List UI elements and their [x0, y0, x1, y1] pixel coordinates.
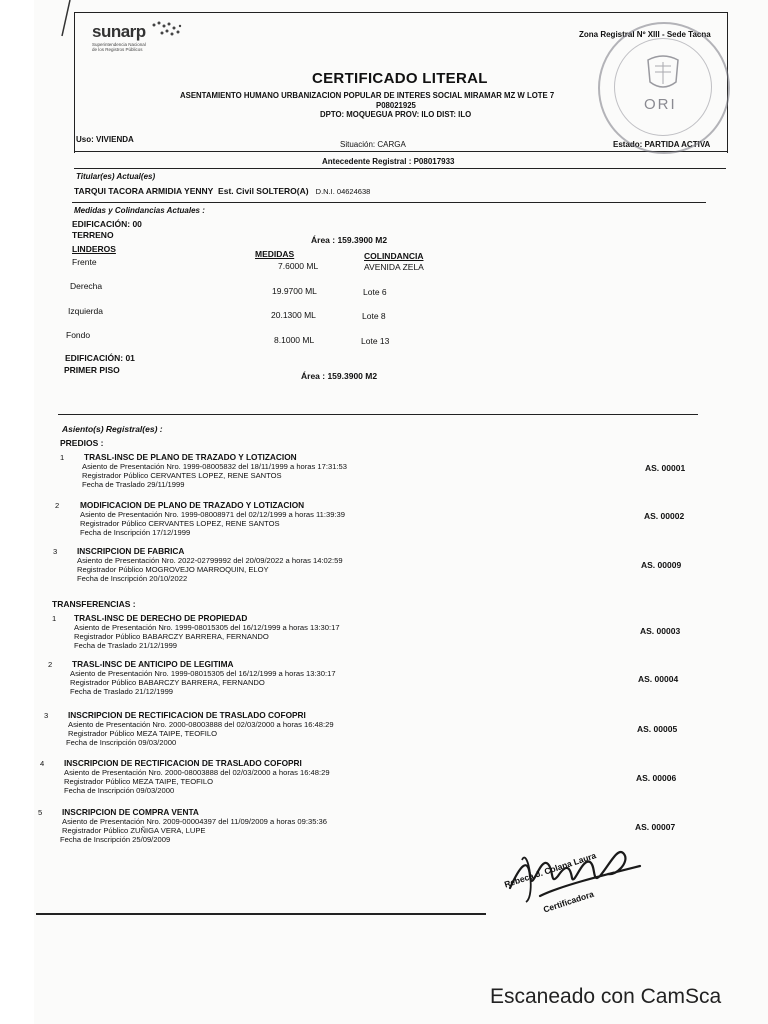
predio-entry [53, 547, 343, 583]
entry-line: Registrador Público CERVANTES LOPEZ, RENE SANTOS [80, 519, 280, 528]
logo-text: sunarp [92, 22, 146, 41]
property-description: ASENTAMIENTO HUMANO URBANIZACION POPULAR DE INTERES SOCIAL MIRAMAR MZ W LOTE 7 [180, 91, 555, 100]
sunarp-logo [92, 22, 152, 52]
col-colindancia: COLINDANCIA [364, 251, 424, 261]
entry-code: AS. 00001 [645, 463, 686, 473]
primer-piso: PRIMER PISO [64, 365, 120, 375]
lindero-fondo: Fondo [66, 330, 91, 340]
entry-line: Asiento de Presentación Nro. 1999-08005832 del 18/11/1999 a horas 17:31:53 [82, 462, 347, 471]
entry-line: Asiento de Presentación Nro. 2000-08003888 del 02/03/2000 a horas 16:48:29 [68, 720, 334, 729]
scanner-watermark: Escaneado con CamSca [490, 985, 722, 1008]
entry-code: AS. 00002 [644, 511, 685, 521]
edificacion-00: EDIFICACIÓN: 00 [72, 219, 142, 229]
entry-code: AS. 00003 [640, 626, 681, 636]
entry-line: Registrador Público BABARCZY BARRERA, FERNANDO [70, 678, 265, 687]
bottom-divider [36, 913, 486, 915]
entry-line: Asiento de Presentación Nro. 1999-08015305 del 16/12/1999 a horas 13:30:17 [70, 669, 336, 678]
transfer-entry [52, 614, 340, 650]
medida-izquierda: 20.1300 ML [271, 310, 316, 320]
entry-line: Registrador Público MEZA TAIPE, TEOFILO [64, 777, 213, 786]
lindero-derecha: Derecha [70, 281, 103, 291]
lindero-izquierda: Izquierda [68, 306, 103, 316]
entry-code: AS. 00005 [637, 724, 678, 734]
medida-frente: 7.6000 ML [278, 261, 319, 271]
lindero-frente: Frente [72, 257, 97, 267]
entry-title: TRASL-INSC DE DERECHO DE PROPIEDAD [74, 613, 248, 623]
entry-line: Registrador Público ZUÑIGA VERA, LUPE [62, 826, 206, 835]
entry-number: 1 [60, 453, 65, 462]
entry-number: 1 [52, 614, 57, 623]
predio-entry [60, 453, 347, 489]
divider [58, 414, 698, 415]
predio-entry [55, 501, 345, 537]
area-piso: Área : 159.3900 M2 [301, 371, 378, 381]
entry-title: INSCRIPCION DE COMPRA VENTA [62, 807, 199, 817]
area-terreno: Área : 159.3900 M2 [311, 235, 388, 245]
transfer-entry [38, 808, 327, 844]
entry-line: Asiento de Presentación Nro. 2000-08003888 del 02/03/2000 a horas 16:48:29 [64, 768, 330, 777]
predios-label: PREDIOS : [60, 438, 104, 448]
entry-line: Registrador Público MEZA TAIPE, TEOFILO [68, 729, 217, 738]
titular-civil: Est. Civil SOLTERO(A) [218, 186, 309, 196]
estado-label: Estado: PARTIDA ACTIVA [613, 140, 711, 149]
colindancia-frente: AVENIDA ZELA [364, 262, 424, 272]
entry-number: 2 [48, 660, 53, 669]
entry-line: Fecha de Inscripción 09/03/2000 [64, 786, 175, 795]
transfer-entry [44, 711, 334, 747]
terreno-label: TERRENO [72, 230, 114, 240]
entry-code: AS. 00006 [636, 773, 677, 783]
entry-number: 2 [55, 501, 60, 510]
entry-line: Fecha de Inscripción 20/10/2022 [77, 574, 188, 583]
titular-heading: Titular(es) Actual(es) [76, 172, 156, 181]
logo-dots-icon [150, 19, 184, 41]
entry-title: INSCRIPCION DE RECTIFICACION DE TRASLADO COFOPRI [68, 710, 306, 720]
stamp-text: ORI [644, 96, 677, 113]
entry-number: 3 [44, 711, 49, 720]
entry-line: Fecha de Traslado 21/12/1999 [70, 687, 174, 696]
logo-subtitle: Superintendencia Nacional de los Registros Públicos [92, 42, 146, 52]
transfer-entry [40, 759, 330, 795]
entry-code: AS. 00004 [638, 674, 679, 684]
entry-line: Asiento de Presentación Nro. 2022-02799992 del 20/09/2022 a horas 14:02:59 [77, 556, 343, 565]
divider [74, 151, 728, 152]
entry-line: Registrador Público CERVANTES LOPEZ, RENE SANTOS [82, 471, 282, 480]
medidas-heading: Medidas y Colindancias Actuales : [74, 206, 205, 215]
entry-number: 5 [38, 808, 43, 817]
entry-code: AS. 00009 [641, 560, 682, 570]
entry-line: Asiento de Presentación Nro. 1999-08008971 del 02/12/1999 a horas 11:39:39 [80, 510, 345, 519]
entry-line: Registrador Público MOGROVEJO MARROQUIN, ELOY [77, 565, 269, 574]
entry-title: TRASL-INSC DE PLANO DE TRAZADO Y LOTIZACION [84, 452, 297, 462]
entry-title: MODIFICACION DE PLANO DE TRAZADO Y LOTIZACION [80, 500, 305, 510]
document-title: CERTIFICADO LITERAL [312, 70, 488, 87]
titular-name: TARQUI TACORA ARMIDIA YENNY [74, 186, 214, 196]
entry-line: Registrador Público BABARCZY BARRERA, FERNANDO [74, 632, 269, 641]
colindancia-izquierda: Lote 8 [362, 311, 386, 321]
signer-name: Rebeca J. Colana Laura [503, 850, 598, 890]
edificacion-01: EDIFICACIÓN: 01 [65, 353, 135, 363]
transferencias-label: TRANSFERENCIAS : [52, 599, 136, 609]
partida-number: P08021925 [376, 101, 416, 110]
medida-derecha: 19.9700 ML [272, 286, 317, 296]
transfer-entry [48, 660, 336, 696]
official-stamp [598, 22, 730, 154]
titular-dni: D.N.I. 04624638 [315, 187, 371, 196]
entry-title: INSCRIPCION DE RECTIFICACION DE TRASLADO COFOPRI [64, 758, 302, 768]
entry-title: INSCRIPCION DE FABRICA [77, 546, 185, 556]
situacion-label: Situación: CARGA [340, 140, 406, 149]
col-medidas: MEDIDAS [255, 249, 295, 259]
colindancia-fondo: Lote 13 [361, 336, 390, 346]
entry-line: Fecha de Inscripción 09/03/2000 [66, 738, 177, 747]
divider [72, 202, 706, 203]
entry-title: TRASL-INSC DE ANTICIPO DE LEGITIMA [72, 659, 234, 669]
uso-label: Uso: VIVIENDA [76, 135, 134, 144]
divider [74, 168, 726, 169]
crest-icon [640, 54, 686, 94]
entry-line: Fecha de Traslado 29/11/1999 [82, 480, 185, 489]
zone-label: Zona Registral Nº XIII - Sede Tacna [579, 30, 711, 39]
col-linderos: LINDEROS [72, 244, 116, 254]
entry-number: 3 [53, 547, 58, 556]
location-line: DPTO: MOQUEGUA PROV: ILO DIST: ILO [320, 110, 472, 119]
entry-number: 4 [40, 759, 45, 768]
entry-line: Asiento de Presentación Nro. 1999-08015305 del 16/12/1999 a horas 13:30:17 [74, 623, 340, 632]
entry-line: Asiento de Presentación Nro. 2009-00004397 del 11/09/2009 a horas 09:35:36 [62, 817, 327, 826]
signer-role: Certificadora [542, 888, 595, 915]
colindancia-derecha: Lote 6 [363, 287, 387, 297]
entry-line: Fecha de Inscripción 17/12/1999 [80, 528, 191, 537]
entry-code: AS. 00007 [635, 822, 676, 832]
antecedente-label: Antecedente Registral : P08017933 [322, 157, 455, 166]
entry-line: Fecha de Traslado 21/12/1999 [74, 641, 178, 650]
titular-row [74, 186, 370, 196]
medida-fondo: 8.1000 ML [274, 335, 315, 345]
asientos-heading: Asiento(s) Registral(es) : [62, 424, 163, 434]
entry-line: Fecha de Inscripción 25/09/2009 [60, 835, 171, 844]
